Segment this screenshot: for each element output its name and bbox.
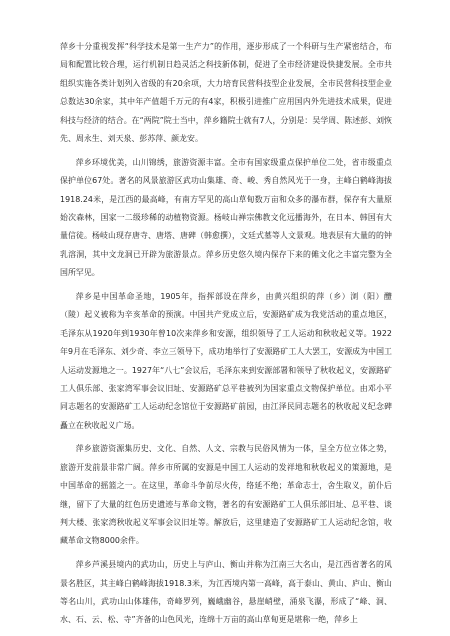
paragraph-science-tech: 萍乡十分重视发挥“科学技术是第一生产力”的作用，逐步形成了一个科研与生产紧密结合，布局和配置比较合理，运行机制日趋灵活之科技新体制，促进了全市经济建设快捷发展。全市共组织实施各类计划列入省级的有20余项，大力培育民营科技型企业发展，全市民营科技型企业总数达30余家，其中年产值超千万元的有4家，积极引进推广应用国内外先进技术成果，促进科技与经济的结合。在“两院”院士当中，萍乡籍院士就有7人，分别是：吴学周、陈述彭、刘恢先、周永生、刘天泉、彭苏萍、颜龙安。	[60, 42, 392, 144]
paragraph-wugong-mountain: 萍乡芦溪县境内的武功山，历史上与庐山、衡山并称为江南三大名山，是江西省著名的风景名胜区，其主峰白鹤峰海拔1918.3米，为江西境内第一高峰，高于泰山、黄山、庐山、衡山等名山川，武功山山体雄伟，奇峰罗列，巍峨幽谷，悬崖峭壁，涌泉飞瀑，形成了“峰、洞、水、石、云、松、寺”齐备的山色风光，连绵十万亩的高山草甸更是堪称一绝，萍乡上	[60, 560, 392, 625]
paragraph-revolution-history: 萍乡是中国革命圣地，1905年，指挥部设在萍乡，由黄兴组织的萍（乡）浏（阳）醴（陵）起义被称为辛亥革命的预演。中国共产党成立后，安源路矿成为我党活动的重点地区，毛泽东从1920年到1930年曾10次来萍乡和安源，组织领导了工人运动和秋收起义等。1922年9月在毛泽东、刘少奇、李立三领导下，成功地举行了安源路矿工人大罢工，安源成为中国工人运动发源地之一。1927年“八七”会议后，毛泽东来到安源部署和领导了秋收起义，安源路矿工人俱乐部、张家湾军事会议旧址、安源路矿总平巷被列为国家重点文物保护单位。由邓小平同志题名的安源路矿工人运动纪念馆位于安源路矿前园，由江泽民同志题名的秋收起义纪念碑矗立在秋收起义广场。	[60, 291, 392, 430]
paragraph-tourism-resources: 萍乡旅游资源集历史、文化、自然、人文、宗教与民俗风情为一体，呈全方位立体之势，旅游开发前景非常广阔。萍乡市所属的安源是中国工人运动的发祥地和秋收起义的策源地，是中国革命的摇篮之一。在这里，革命斗争前尽火传，络延不绝；革命志士，舍生取义，前仆后继，留下了大量的红色历史遗迹与革命文物，著名的有安源路矿工人俱乐部旧址、总平巷、谈判大楼、张家湾秋收起义军事会议旧址等。解放后，这里建造了安源路矿工人运动纪念馆，收藏革命文物8000余件。	[60, 444, 392, 546]
paragraph-tourism-environment: 萍乡环境优美，山川锦绣，旅游资源丰富。全市有国家级重点保护单位二处，省市级重点保护单位67处。著名的风景旅游区武功山集雄、奇、峻、秀自然风光于一身，主峰白鹤峰海拔1918.24米，是江西的最高峰，有南方罕见的高山草甸数万亩和众多的瀑布群，保存有大量原始次森林，国家一二级珍稀的动植物资源。杨岐山禅宗佛教文化远播海外，在日本、韩国有大量信徒。杨岐山现存唐寺、唐塔、唐碑（韩愈撰），文廷式墓等人文景观。地表层有大量的的钟乳溶洞，其中文龙洞已开辟为旅游景点。萍乡历史悠久境内保存下来的傩文化之丰富完整为全国所罕见。	[60, 157, 392, 278]
document-body	[60, 38, 392, 630]
